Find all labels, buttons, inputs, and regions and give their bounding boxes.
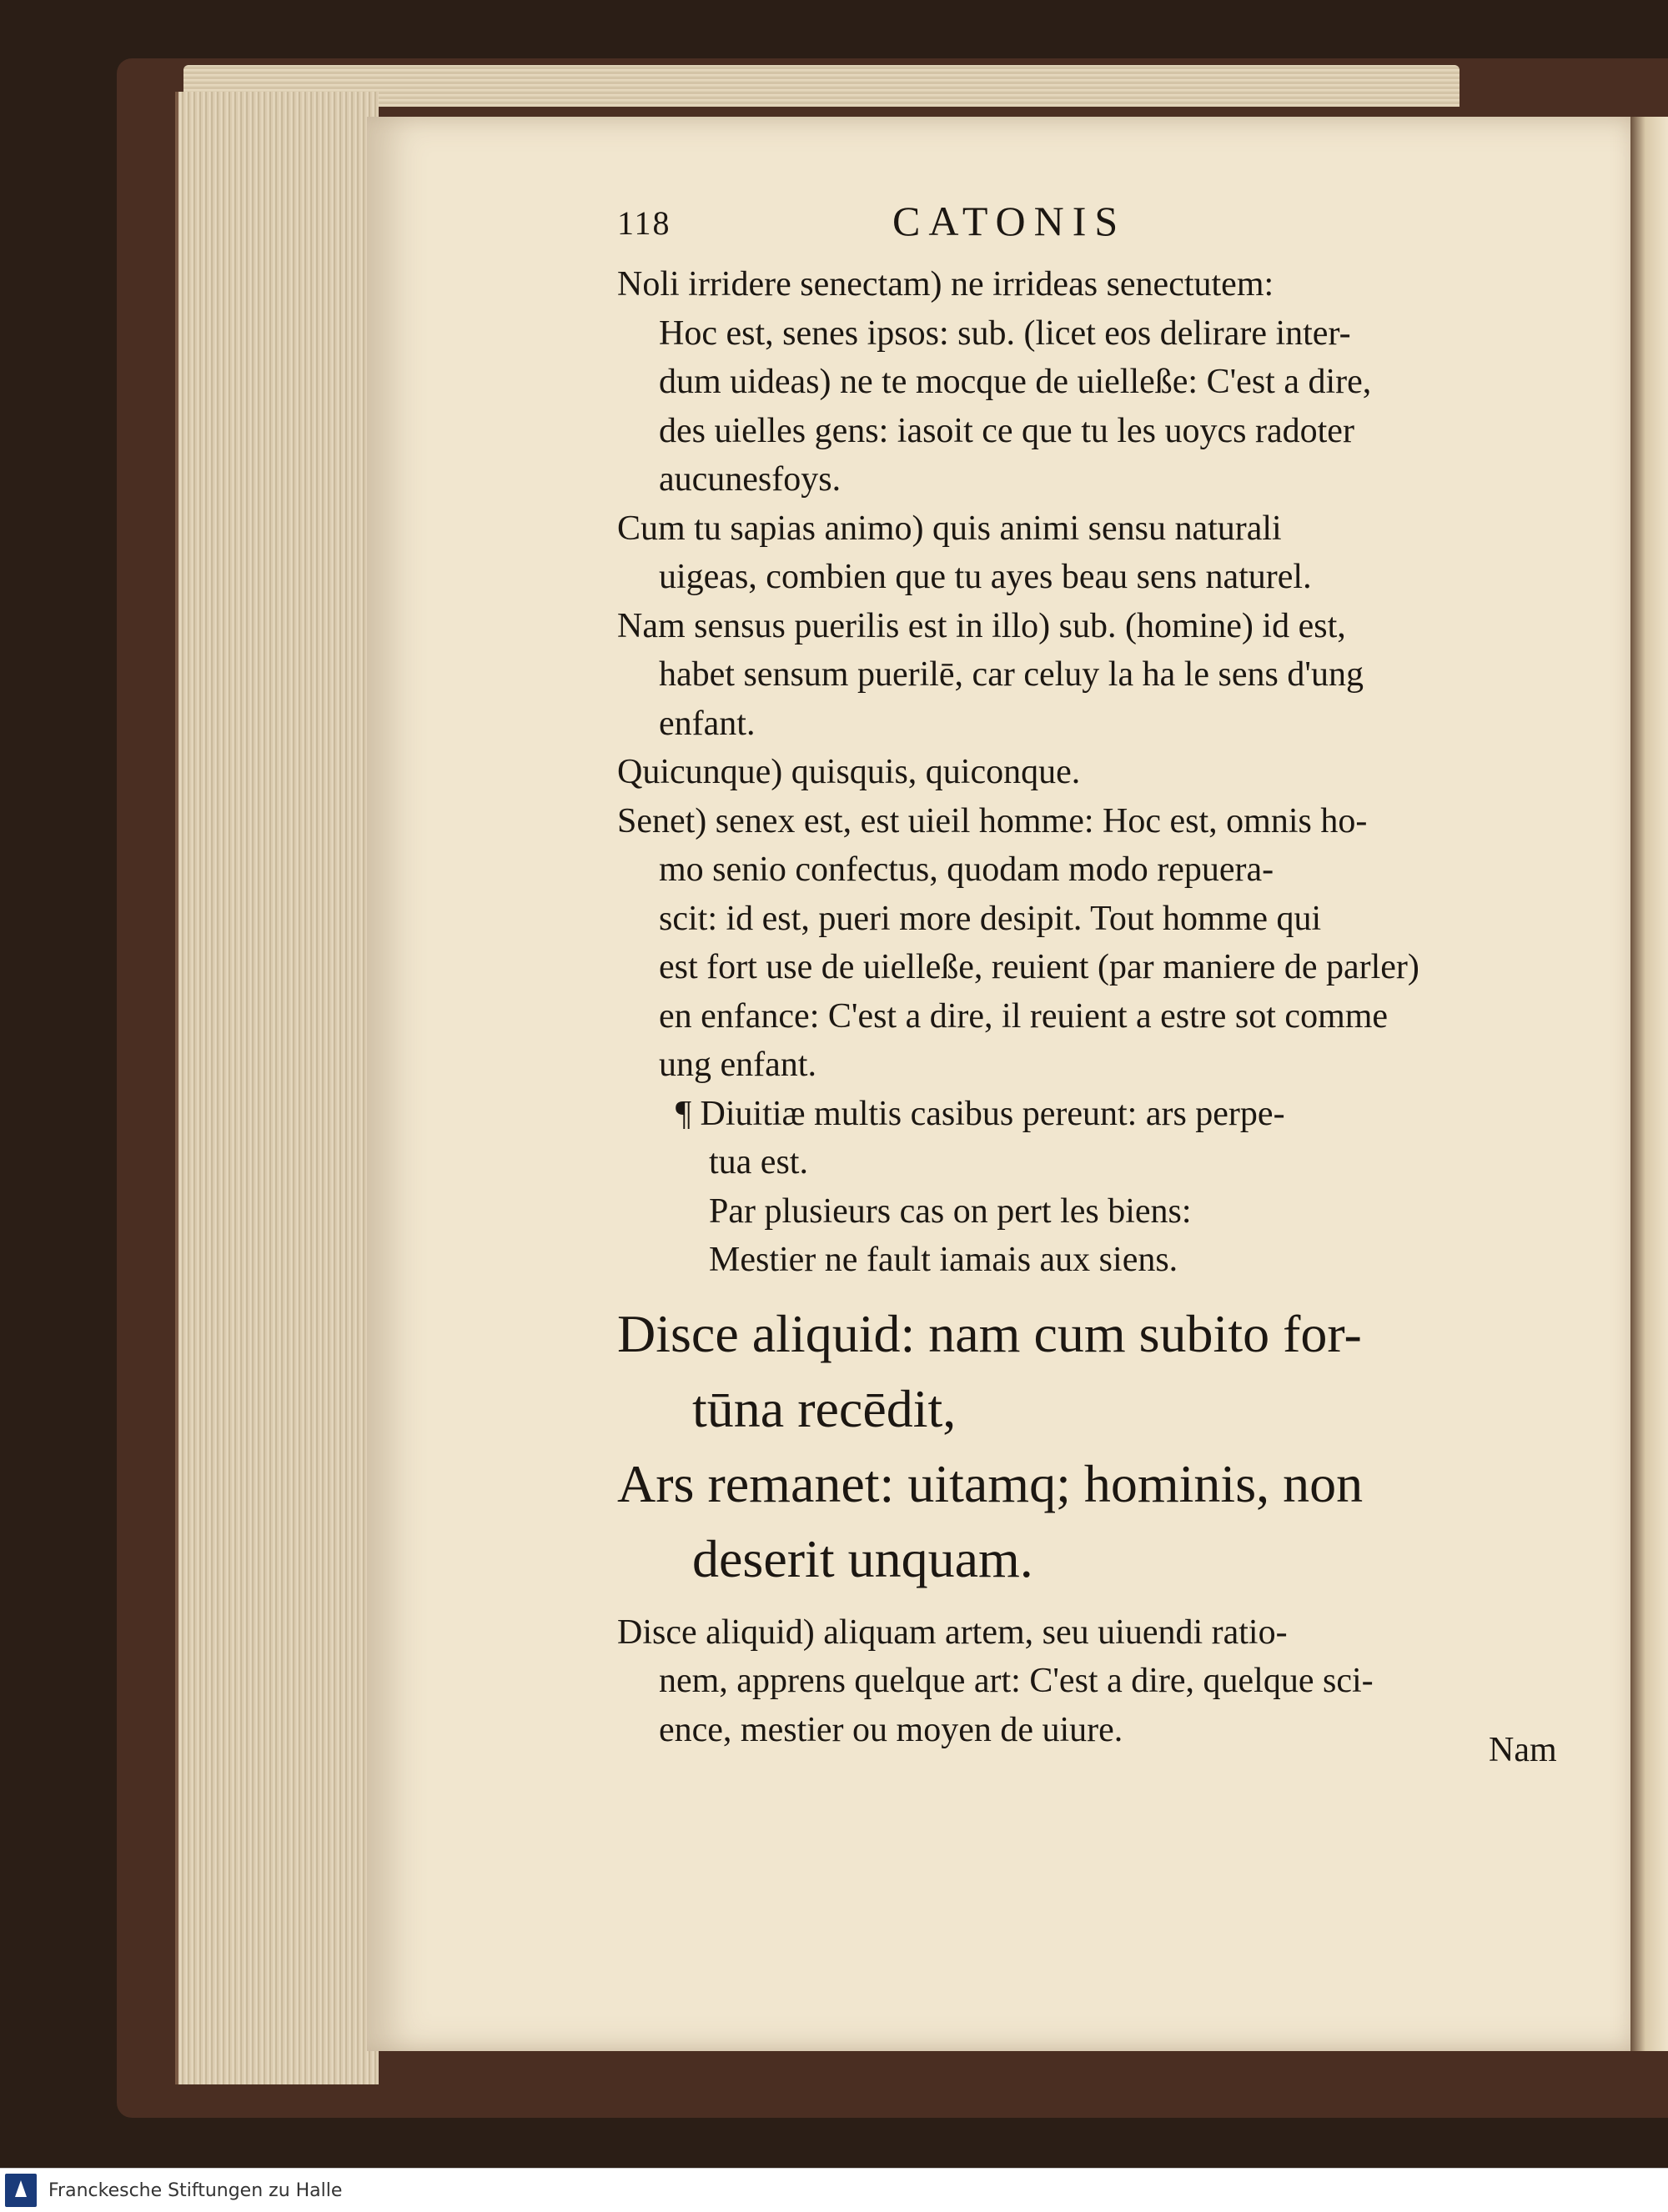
verse-line: Ars remanet: uitamq; hominis, non [617, 1453, 1364, 1513]
text-line: Nam sensus puerilis est in illo) sub. (homine) id est, [617, 606, 1346, 645]
text-line: en enfance: C'est a dire, il reuient a estre sot comme [659, 996, 1389, 1036]
page-number: 118 [617, 204, 671, 242]
text-line: est fort use de uielleße, reuient (par maniere de parler) [659, 948, 1419, 986]
text-line: Par plusieurs cas on pert les biens: [709, 1191, 1192, 1231]
verse-line: Disce aliquid: nam cum subito for- [617, 1303, 1362, 1363]
verse-line: tūna recēdit, [692, 1378, 957, 1438]
text-line: Mestier ne fault iamais aux siens. [709, 1241, 1178, 1279]
facing-page-gutter [1630, 117, 1668, 2051]
text-line: enfant. [659, 704, 756, 743]
footer-institution: Franckesche Stiftungen zu Halle [48, 2180, 343, 2201]
footer-bar [0, 2168, 1668, 2212]
text-line: ¶ Diuitiæ multis casibus pereunt: ars perpe- [676, 1094, 1285, 1133]
text-line: Senet) senex est, est uieil homme: Hoc est, omnis ho- [617, 801, 1368, 840]
francke-foundation-logo-icon [5, 2174, 37, 2207]
text-line: uigeas, combien que tu ayes beau sens naturel. [659, 558, 1312, 596]
page-text [617, 260, 1576, 1754]
page-edges-left [175, 92, 379, 2084]
text-line: des uielles gens: iasoit ce que tu les uoycs radoter [659, 411, 1354, 450]
text-line: habet sensum puerilē, car celuy la ha le sens d'ung [659, 655, 1364, 694]
text-line: tua est. [709, 1143, 808, 1181]
text-line: Cum tu sapias animo) quis animi sensu naturali [617, 509, 1282, 548]
text-line: scit: id est, pueri more desipit. Tout homme qui [659, 899, 1322, 938]
text-line: ung enfant. [659, 1046, 816, 1084]
text-line: Disce aliquid) aliquam artem, seu uiuendi ratio- [617, 1613, 1288, 1652]
text-line: ence, mestier ou moyen de uiure. [659, 1710, 1123, 1749]
page-header [617, 197, 1568, 255]
text-line: aucunesfoys. [659, 460, 842, 499]
verse-line: deserit unquam. [692, 1528, 1033, 1588]
text-line: Noli irridere senectam) ne irrideas senectutem: [617, 265, 1274, 303]
running-head: CATONIS [892, 198, 1127, 244]
text-line: dum uideas) ne te mocque de uielleße: C'est a dire, [659, 363, 1372, 401]
catchword: Nam [1489, 1731, 1557, 1769]
text-line: nem, apprens quelque art: C'est a dire, quelque sci- [659, 1662, 1374, 1700]
text-line: Hoc est, senes ipsos: sub. (licet eos delirare inter- [659, 313, 1351, 353]
text-line: mo senio confectus, quodam modo repuera- [659, 850, 1274, 889]
text-line: Quicunque) quisquis, quiconque. [617, 753, 1081, 791]
